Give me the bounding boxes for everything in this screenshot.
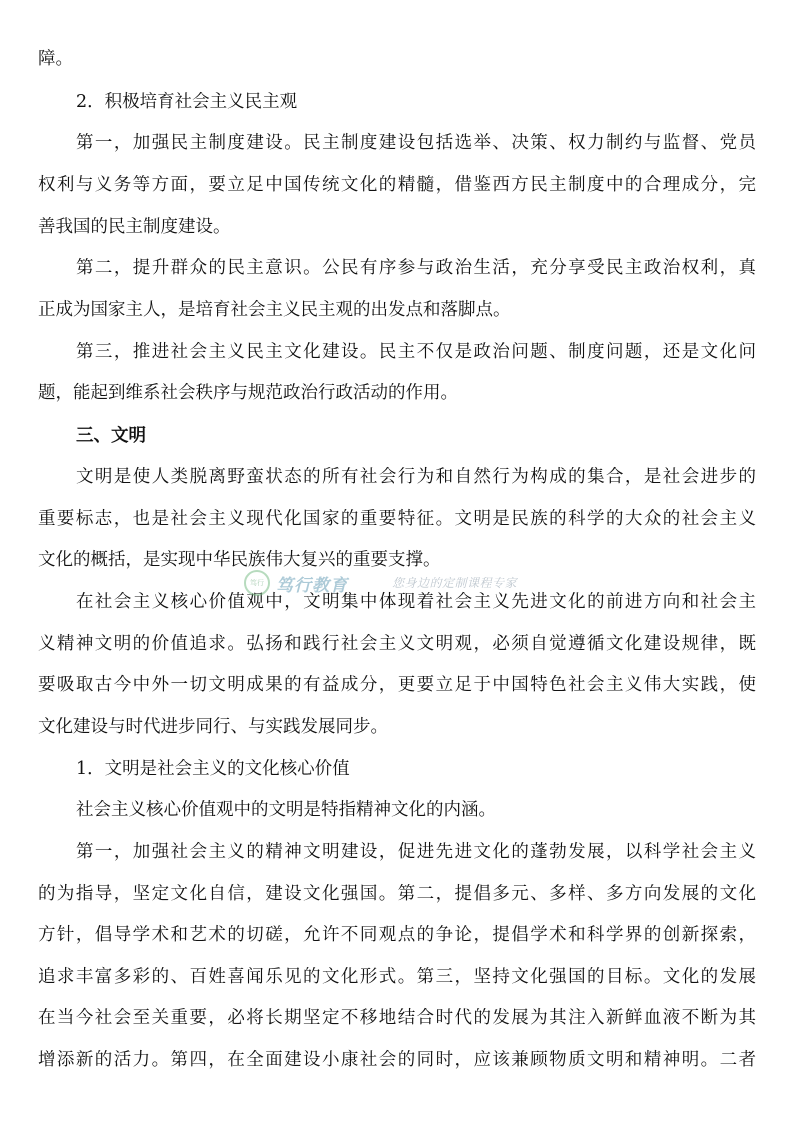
text-line: 第一，加强民主制度建设。民主制度建设包括选举、决策、权力制约与监督、党员	[76, 133, 756, 153]
section-subheading: 1．文明是社会主义的文化核心价值	[76, 759, 350, 779]
watermark-slogan: 您身边的定制课程专家	[392, 576, 518, 590]
text-line: 文化的概括，是实现中华民族伟大复兴的重要支撑。	[38, 550, 441, 570]
text-line: 要吸取古今中外一切文明成果的有益成分，更要立足于中国特色社会主义伟大实践，使	[38, 675, 756, 695]
watermark	[244, 570, 544, 596]
text-line: 文化建设与时代进步同行、与实践发展同步。	[38, 717, 388, 737]
text-line: 追求丰富多彩的、百姓喜闻乐见的文化形式。第三，坚持文化强国的目标。文化的发展	[38, 967, 756, 987]
watermark-logo-icon: 笃行	[244, 570, 270, 596]
text-line: 第一，加强社会主义的精神文明建设，促进先进文化的蓬勃发展，以科学社会主义	[76, 842, 756, 862]
section-subheading: 2．积极培育社会主义民主观	[76, 92, 298, 112]
text-line: 第二，提升群众的民主意识。公民有序参与政治生活，充分享受民主政治权利，真	[76, 258, 756, 278]
text-line: 正成为国家主人，是培育社会主义民主观的出发点和落脚点。	[38, 300, 511, 320]
text-line: 增添新的活力。第四，在全面建设小康社会的同时，应该兼顾物质文明和精神明。二者	[38, 1050, 756, 1070]
text-line: 善我国的民主制度建设。	[38, 217, 231, 237]
text-line: 文明是使人类脱离野蛮状态的所有社会行为和自然行为构成的集合，是社会进步的	[76, 467, 756, 487]
section-heading: 三、文明	[76, 426, 146, 446]
text-line: 障。	[38, 49, 73, 69]
watermark-brand: 笃行教育	[276, 576, 348, 596]
text-line: 权利与义务等方面，要立足中国传统文化的精髓，借鉴西方民主制度中的合理成分，完	[38, 175, 756, 195]
text-line: 义精神文明的价值追求。弘扬和践行社会主义文明观，必须自觉遵循文化建设规律，既	[38, 634, 756, 654]
text-line: 重要标志，也是社会主义现代化国家的重要特征。文明是民族的科学的大众的社会主义	[38, 509, 756, 529]
text-line: 在社会主义核心价值观中，文明集中体现着社会主义先进文化的前进方向和社会主	[76, 592, 756, 612]
text-line: 社会主义核心价值观中的文明是特指精神文化的内涵。	[76, 800, 496, 820]
text-line: 在当今社会至关重要，必将长期坚定不移地结合时代的发展为其注入新鲜血液不断为其	[38, 1008, 756, 1028]
text-line: 第三，推进社会主义民主文化建设。民主不仅是政治问题、制度问题，还是文化问	[76, 342, 756, 362]
text-line: 题，能起到维系社会秩序与规范政治行政活动的作用。	[38, 383, 458, 403]
text-line: 方针，倡导学术和艺术的切磋，允许不同观点的争论，提倡学术和科学界的创新探索，	[38, 925, 756, 945]
text-line: 的为指导，坚定文化自信，建设文化强国。第二，提倡多元、多样、多方向发展的文化	[38, 884, 756, 904]
